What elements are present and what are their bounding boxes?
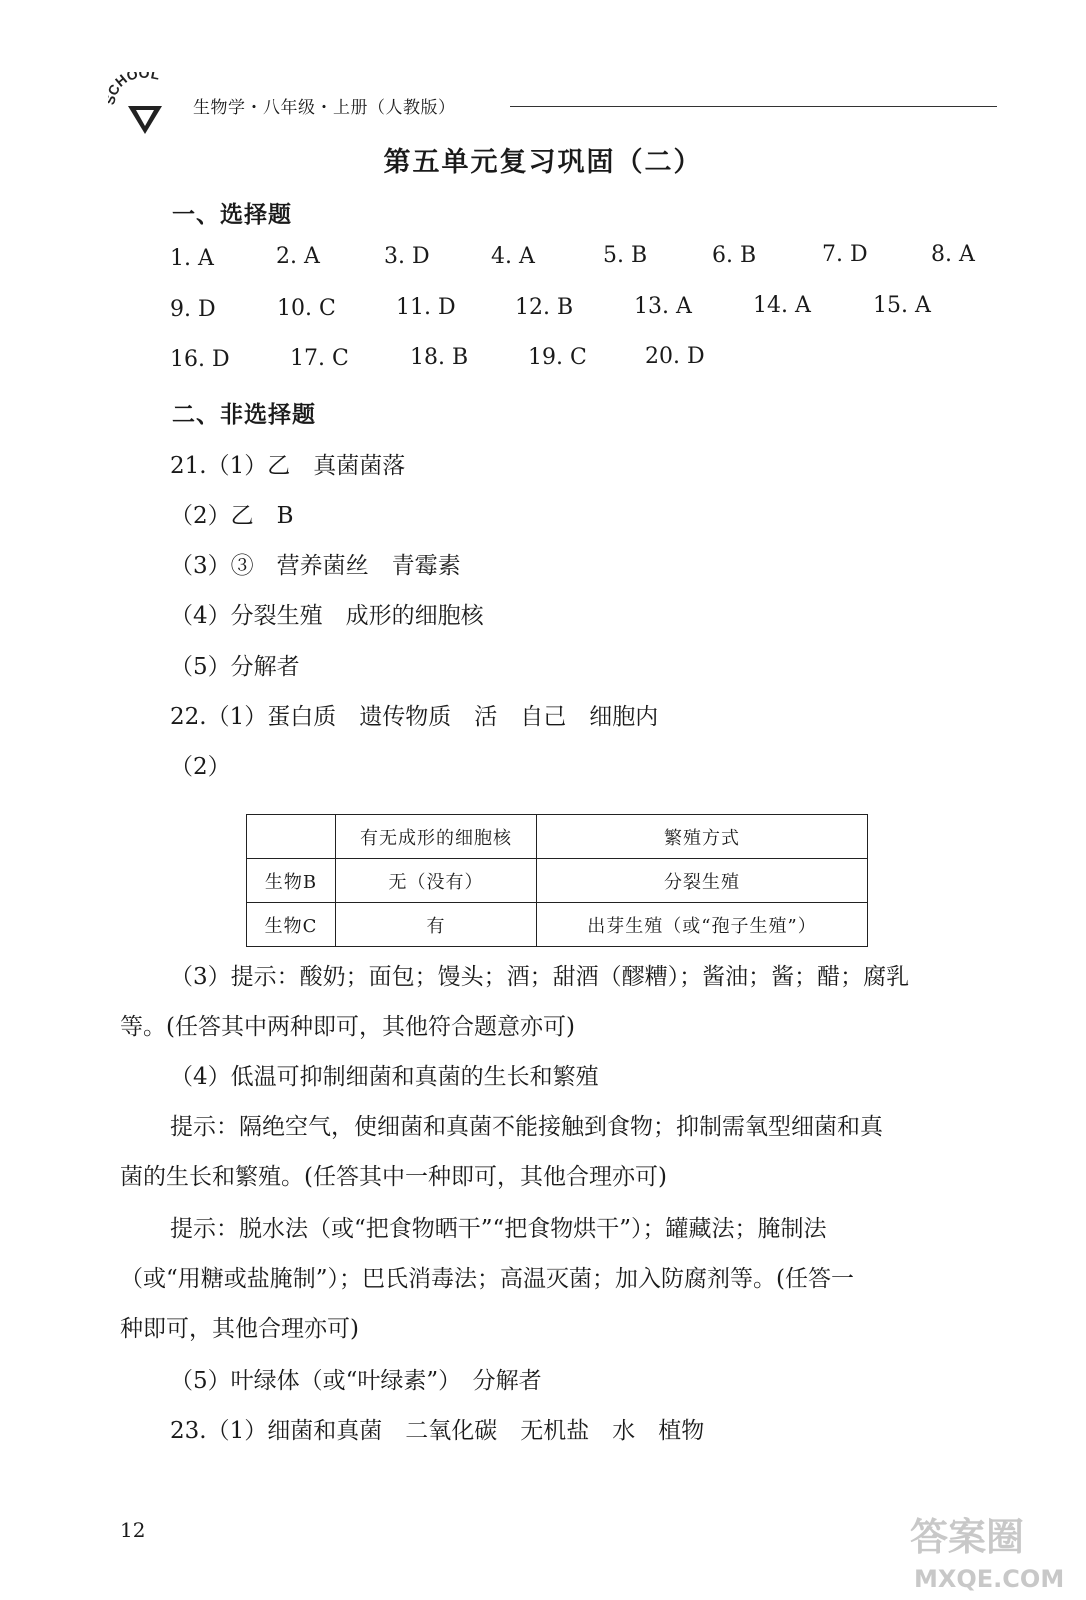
mc-answer: 17. C — [290, 346, 349, 371]
mc-answer: 12. B — [515, 295, 574, 320]
table-cell: 分裂生殖 — [537, 859, 868, 903]
svg-text:MXQE.COM: MXQE.COM — [914, 1565, 1065, 1593]
mc-answer: 3. D — [384, 244, 430, 269]
table-cell: 出芽生殖（或“孢子生殖”） — [537, 903, 868, 947]
answer-line: 22.（1）蛋白质 遗传物质 活 自己 细胞内 — [170, 704, 659, 730]
mc-answer: 14. A — [753, 293, 811, 318]
answer-line: （2）乙 B — [170, 503, 294, 529]
mc-answer: 7. D — [822, 242, 868, 267]
mc-answer: 9. D — [170, 297, 216, 322]
answer-line: 提示：脱水法（或“把食物晒干”“把食物烘干”）；罐藏法；腌制法 — [170, 1216, 827, 1242]
section-heading-choice: 一、选择题 — [172, 201, 292, 228]
mc-answer: 6. B — [712, 243, 757, 268]
answer-line: （4）分裂生殖 成形的细胞核 — [170, 603, 484, 629]
answer-line: 提示：隔绝空气，使细菌和真菌不能接触到食物；抑制需氧型细菌和真 — [170, 1114, 883, 1140]
mc-answer: 18. B — [410, 345, 469, 370]
answer-line: （2） — [170, 754, 231, 780]
mc-answer: 11. D — [396, 295, 456, 320]
header-rule — [510, 106, 997, 107]
school-logo — [108, 72, 188, 142]
svg-text:答案圈: 答案圈 — [910, 1515, 1025, 1559]
comparison-table — [246, 814, 868, 947]
table-header-cell: 有无成形的细胞核 — [336, 815, 537, 859]
section-heading-nonchoice: 二、非选择题 — [172, 401, 316, 428]
answer-line: （5）分解者 — [170, 654, 300, 680]
answer-line: 种即可，其他合理亦可) — [120, 1316, 359, 1342]
watermark-logo — [900, 1505, 1070, 1595]
table-cell: 有 — [336, 903, 537, 947]
answer-line: （4）低温可抑制细菌和真菌的生长和繁殖 — [170, 1064, 599, 1090]
table-cell: 生物C — [247, 903, 336, 947]
answer-line: （5）叶绿体（或“叶绿素”） 分解者 — [170, 1368, 542, 1394]
mc-answer: 5. B — [603, 243, 648, 268]
answer-line: 21.（1）乙 真菌菌落 — [170, 453, 406, 479]
mc-answer: 16. D — [170, 347, 230, 372]
mc-answer: 8. A — [931, 242, 975, 267]
page-number: 12 — [120, 1518, 146, 1542]
page-title: 第五单元复习巩固（二） — [383, 147, 703, 178]
table-cell: 生物B — [247, 859, 336, 903]
answer-line: （3）提示：酸奶；面包；馒头；酒；甜酒（醪糟）；酱油；酱；醋；腐乳 — [170, 964, 910, 990]
book-title: 生物学・八年级・上册（人教版） — [193, 98, 456, 118]
mc-answer: 15. A — [873, 293, 931, 318]
mc-answer: 1. A — [170, 246, 214, 271]
svg-text:SCHOOL: HOOL — [112, 72, 162, 90]
mc-answer: 4. A — [491, 244, 535, 269]
answer-line: 等。(任答其中两种即可，其他符合题意亦可) — [120, 1014, 575, 1040]
mc-answer: 20. D — [645, 344, 705, 369]
table-cell: 无（没有） — [336, 859, 537, 903]
answer-line: 23.（1）细菌和真菌 二氧化碳 无机盐 水 植物 — [170, 1418, 705, 1444]
answer-line: （3）③ 营养菌丝 青霉素 — [170, 553, 461, 579]
mc-answer: 10. C — [277, 296, 336, 321]
mc-answer: 19. C — [528, 345, 587, 370]
table-header-cell: 繁殖方式 — [537, 815, 868, 859]
table-header-row — [247, 815, 868, 859]
mc-answer: 13. A — [634, 294, 692, 319]
answer-line: 菌的生长和繁殖。(任答其中一种即可，其他合理亦可) — [120, 1164, 667, 1190]
table-header-cell — [247, 815, 336, 859]
answer-line: （或“用糖或盐腌制”）；巴氏消毒法；高温灭菌；加入防腐剂等。(任答一 — [120, 1266, 854, 1292]
table-row — [247, 859, 868, 903]
mc-answer: 2. A — [276, 244, 320, 269]
table-row — [247, 903, 868, 947]
